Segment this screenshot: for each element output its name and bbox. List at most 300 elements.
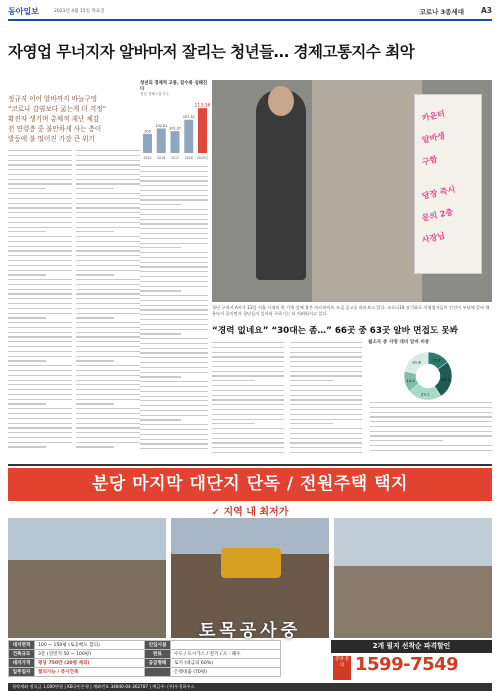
- deck-line: 전 연령층 중 불안하게 사는 층이: [8, 125, 102, 133]
- text-line: [76, 346, 140, 347]
- table-cell: [145, 668, 171, 677]
- text-line: [140, 266, 208, 267]
- bar: [143, 134, 152, 153]
- text-line: [8, 289, 72, 290]
- text-line: [8, 356, 72, 357]
- date-line: 2021년 4월 15일 목요일: [54, 9, 105, 14]
- text-line: [76, 380, 140, 381]
- text-line: [140, 424, 208, 425]
- text-line: [140, 300, 208, 301]
- text-line: [76, 356, 140, 357]
- photo-wall: [312, 80, 422, 302]
- text-line: [140, 372, 208, 373]
- photo-person-head: [268, 86, 294, 116]
- bar-value-label: 100: [144, 129, 151, 134]
- table-cell: 대지면적: [9, 641, 35, 650]
- text-line: [8, 279, 72, 280]
- text-line: [140, 238, 208, 239]
- text-line: [140, 439, 208, 440]
- cta-top: 2개 필지 선착순 파격할인: [331, 640, 492, 653]
- sub-body-column-2: [290, 342, 362, 457]
- section-title: 코로나 3종세대: [419, 8, 464, 16]
- text-line: [140, 343, 208, 344]
- text-line: [8, 222, 72, 223]
- text-line: [212, 404, 284, 405]
- text-line: [140, 429, 208, 430]
- text-line: [8, 298, 72, 299]
- text-line: [76, 394, 140, 395]
- category-label: 2017: [170, 156, 180, 160]
- text-line: [76, 231, 114, 232]
- text-line: [76, 403, 114, 404]
- text-line: [8, 399, 72, 400]
- text-line: [212, 347, 284, 348]
- text-line: [212, 447, 284, 448]
- text-line: [140, 381, 208, 382]
- text-line: [212, 423, 255, 424]
- text-line: [76, 198, 140, 199]
- text-line: [290, 342, 362, 343]
- text-line: [76, 432, 140, 433]
- text-line: [8, 322, 72, 323]
- advertisement: [8, 464, 492, 682]
- ad-banner: 분당 마지막 대단지 단독 / 전원주택 택지: [8, 468, 492, 501]
- text-line: [76, 413, 140, 414]
- sign-line: 카운터: [421, 109, 446, 123]
- text-line: [212, 442, 284, 443]
- text-line: [140, 228, 208, 229]
- text-line: [76, 193, 140, 194]
- text-line: [8, 203, 72, 204]
- text-line: [140, 290, 181, 291]
- body-text-column-1a: [8, 150, 72, 451]
- text-line: [140, 415, 208, 416]
- chart-title: 청년의 경제적 고통, 갈수록 심해진다: [140, 81, 208, 92]
- table-cell: 협의가능 / 즉시건축: [35, 668, 145, 677]
- text-line: [290, 409, 362, 410]
- text-line: [8, 270, 72, 271]
- text-line: [76, 399, 140, 400]
- table-cell: 공급형태: [145, 659, 171, 668]
- text-line: [140, 214, 208, 215]
- text-line: [76, 293, 140, 294]
- text-line: [140, 309, 208, 310]
- text-line: [8, 231, 46, 232]
- donut-plot: [398, 348, 458, 404]
- table-cell: 수도 / 도시가스 / 전기 / 오 · 폐수: [171, 650, 281, 659]
- text-line: [76, 284, 140, 285]
- text-line: [290, 428, 362, 429]
- deck-line: 확진자 생기며 총체적 재난 체감: [8, 115, 100, 123]
- text-line: [290, 385, 362, 386]
- text-line: [140, 333, 181, 334]
- text-line: [212, 438, 284, 439]
- text-line: [76, 179, 140, 180]
- text-line: [8, 183, 72, 184]
- text-line: [290, 442, 362, 443]
- bar: [184, 120, 193, 153]
- text-line: [212, 385, 284, 386]
- text-line: [76, 260, 140, 261]
- text-line: [140, 257, 208, 258]
- table-cell: 입주일자: [9, 668, 35, 677]
- text-line: [76, 423, 140, 424]
- text-line: [140, 281, 208, 282]
- bar-value-label: 107.32: [182, 115, 195, 120]
- text-line: [140, 199, 208, 200]
- text-line: [76, 160, 140, 161]
- text-line: [76, 222, 140, 223]
- text-line: [8, 313, 72, 314]
- text-line: [212, 375, 284, 376]
- ad-overlay-text: 토목공사중: [198, 621, 302, 641]
- text-line: [140, 180, 208, 181]
- sign-line: 당장 즉시: [421, 184, 457, 201]
- sign-line: 알바생: [421, 131, 446, 145]
- donut-chart: [368, 340, 492, 450]
- text-line: [8, 380, 72, 381]
- text-line: [140, 276, 208, 277]
- table-cell: 토지 (대금의 60%): [171, 659, 281, 668]
- text-line: [8, 317, 46, 318]
- text-line: [8, 293, 72, 294]
- text-line: [8, 394, 72, 395]
- text-line: [76, 327, 140, 328]
- text-line: [76, 360, 114, 361]
- text-line: [76, 174, 140, 175]
- deck-line: “코로나 감염보다 굶는게 더 걱정”: [8, 105, 107, 113]
- deck-line: 발등에 불 떨어진 가장 큰 위기: [8, 135, 95, 143]
- masthead: [8, 6, 492, 18]
- text-line: [140, 405, 208, 406]
- text-line: [8, 174, 72, 175]
- text-line: [140, 286, 208, 287]
- page-headline: 자영업 무너지자 알바마저 잘리는 청년들… 경제고통지수 최악: [8, 43, 415, 61]
- text-line: [290, 447, 362, 448]
- text-line: [140, 314, 208, 315]
- text-line: [8, 193, 72, 194]
- table-cell: 대지가격: [9, 659, 35, 668]
- text-line: [76, 150, 140, 151]
- text-line: [290, 399, 362, 400]
- text-line: [140, 233, 208, 234]
- text-line: [76, 212, 140, 213]
- text-line: [8, 365, 72, 366]
- text-line: [290, 380, 333, 381]
- text-line: [212, 414, 284, 415]
- text-line: [212, 356, 284, 357]
- text-line: [140, 171, 208, 172]
- text-line: [140, 357, 208, 358]
- text-line: [8, 198, 72, 199]
- sign-line: 문의 2층: [421, 207, 454, 223]
- text-line: [212, 433, 284, 434]
- chart-subtitle: 청년 경제고통지수: [140, 92, 169, 96]
- text-line: [8, 265, 72, 266]
- paper-logo: 동아일보: [8, 7, 39, 16]
- ad-cta: [331, 640, 492, 684]
- bar: [171, 131, 180, 153]
- text-line: [76, 365, 140, 366]
- text-line: [140, 271, 208, 272]
- text-line: [8, 179, 72, 180]
- text-line: [290, 438, 362, 439]
- text-line: [140, 391, 208, 392]
- text-line: [212, 390, 284, 391]
- text-line: [8, 260, 72, 261]
- body-text-column-2: [140, 166, 208, 453]
- text-line: [76, 341, 140, 342]
- text-line: [8, 408, 72, 409]
- text-line: [290, 404, 362, 405]
- text-line: [76, 375, 140, 376]
- text-line: [140, 252, 208, 253]
- text-line: [140, 219, 208, 220]
- text-line: [8, 389, 72, 390]
- text-line: [140, 376, 181, 377]
- donut-slice-label: 14.2: [406, 377, 415, 383]
- text-line: [8, 212, 72, 213]
- sign-line: 구함: [421, 154, 439, 167]
- text-line: [8, 227, 72, 228]
- text-line: [212, 399, 284, 400]
- text-line: [140, 396, 208, 397]
- text-line: [290, 423, 333, 424]
- text-line: [8, 284, 72, 285]
- text-line: [140, 262, 208, 263]
- text-line: [8, 442, 72, 443]
- text-line: [8, 437, 72, 438]
- text-line: [8, 217, 72, 218]
- text-line: [140, 185, 208, 186]
- chart-plot: [140, 97, 210, 163]
- table-cell: 평당 750만 (20평 제외): [35, 659, 145, 668]
- table-cell: 건축규모: [9, 650, 35, 659]
- text-line: [8, 207, 72, 208]
- text-line: [290, 419, 362, 420]
- donut-slice-label: 21.8: [412, 359, 421, 365]
- text-line: [76, 183, 140, 184]
- text-line: [290, 375, 362, 376]
- text-line: [76, 317, 114, 318]
- deck-line: 정규직 이어 알바까지 바늘구멍: [8, 95, 98, 103]
- category-label: 2015: [143, 156, 152, 160]
- text-line: [76, 351, 140, 352]
- text-line: [76, 217, 140, 218]
- text-line: [8, 360, 46, 361]
- text-line: [212, 352, 284, 353]
- text-line: [140, 324, 208, 325]
- text-line: [76, 289, 140, 290]
- bar: [157, 128, 166, 153]
- text-line: [76, 332, 140, 333]
- text-line: [76, 313, 140, 314]
- text-line: [290, 390, 362, 391]
- text-line: [140, 247, 181, 248]
- text-line: [76, 418, 140, 419]
- text-line: [140, 348, 208, 349]
- text-line: [290, 452, 362, 453]
- table-cell: [171, 641, 281, 650]
- bar-value-label: 101.37: [169, 126, 181, 131]
- text-line: [290, 433, 362, 434]
- text-line: [76, 437, 140, 438]
- table-cell: 100 ~ 150평 (토공배포 합의): [35, 641, 145, 650]
- text-line: [290, 347, 362, 348]
- text-line: [76, 442, 140, 443]
- text-line: [76, 298, 140, 299]
- bar-chart: [140, 80, 210, 162]
- text-line: [212, 419, 284, 420]
- text-line: [140, 190, 208, 191]
- text-line: [8, 327, 72, 328]
- text-line: [8, 274, 46, 275]
- text-line: [140, 338, 208, 339]
- text-line: [76, 270, 140, 271]
- bar: [198, 108, 207, 153]
- text-line: [8, 303, 72, 304]
- article-deck: [8, 94, 138, 144]
- text-line: [8, 332, 72, 333]
- sub-headline: “경력 없네요” “30대는 좀…” 66곳 중 63곳 알바 면접도 못봐: [212, 326, 459, 336]
- text-line: [212, 395, 284, 396]
- text-line: [76, 203, 140, 204]
- text-line: [290, 395, 362, 396]
- text-line: [8, 346, 72, 347]
- table-cell: 3층 (연면적 50 ~ 100평): [35, 650, 145, 659]
- text-line: [290, 352, 362, 353]
- cta-label: 분양 문의: [333, 656, 351, 680]
- ad-subtitle: ✓ 지역 내 최저가: [211, 507, 289, 518]
- text-line: [140, 367, 208, 368]
- text-line: [8, 418, 72, 419]
- donut-slice-label: 23.1: [421, 391, 430, 397]
- text-line: [8, 423, 72, 424]
- text-line: [8, 160, 72, 161]
- text-line: [8, 155, 72, 156]
- body-text-column-1b: [76, 150, 140, 451]
- text-line: [76, 207, 140, 208]
- table-cell: 은행대출 (70평): [171, 668, 281, 677]
- text-line: [76, 303, 140, 304]
- table-cell: 인입시설: [145, 641, 171, 650]
- text-line: [290, 361, 362, 362]
- text-line: [76, 188, 114, 189]
- text-line: [140, 434, 208, 435]
- text-line: [8, 375, 72, 376]
- text-line: [212, 380, 255, 381]
- donut-title: 월소득 중 자영 대비 알바 비중: [368, 340, 430, 345]
- text-line: [140, 243, 208, 244]
- text-line: [8, 250, 72, 251]
- page-number: A3: [480, 6, 492, 15]
- text-line: [76, 274, 114, 275]
- table-cell: 완료: [145, 650, 171, 659]
- text-line: [212, 409, 284, 410]
- text-line: [8, 188, 46, 189]
- text-line: [8, 432, 72, 433]
- text-line: [140, 223, 208, 224]
- text-line: [290, 356, 362, 357]
- text-line: [212, 361, 284, 362]
- text-line: [140, 176, 208, 177]
- text-line: [8, 308, 72, 309]
- category-label: 2016: [157, 156, 166, 160]
- text-line: [140, 195, 208, 196]
- article-photo: [212, 80, 492, 302]
- phone-number: 1599-7549: [355, 654, 459, 675]
- text-line: [212, 371, 284, 372]
- text-line: [140, 448, 208, 449]
- text-line: [8, 164, 72, 165]
- text-line: [76, 241, 140, 242]
- text-line: [8, 246, 72, 247]
- text-line: [140, 204, 181, 205]
- text-line: [76, 427, 140, 428]
- top-rule: [8, 19, 492, 21]
- text-line: [76, 336, 140, 337]
- text-line: [212, 428, 284, 429]
- text-line: [76, 169, 140, 170]
- text-line: [8, 370, 72, 371]
- text-line: [140, 443, 208, 444]
- donut-slice-label: 25.7: [441, 376, 450, 382]
- text-line: [76, 446, 114, 447]
- text-line: [140, 329, 208, 330]
- text-line: [8, 169, 72, 170]
- bar-value-label: 102.81: [155, 123, 168, 128]
- text-line: [8, 336, 72, 337]
- text-line: [76, 322, 140, 323]
- text-line: [140, 209, 208, 210]
- text-line: [212, 366, 284, 367]
- text-line: [140, 410, 208, 411]
- ad-footer: 청약계좌 정식금 1,000만원 | KB국민은행 | 계좌번호 34840-04-362787 | 예금주: (주)우경하우스: [8, 683, 492, 691]
- text-line: [290, 366, 362, 367]
- category-label: 2018: [184, 156, 193, 160]
- text-line: [76, 255, 140, 256]
- text-line: [76, 370, 140, 371]
- text-line: [290, 414, 362, 415]
- text-line: [8, 446, 46, 447]
- text-line: [140, 362, 208, 363]
- text-line: [140, 400, 208, 401]
- job-sign: [414, 94, 482, 274]
- text-line: [8, 403, 46, 404]
- text-line: [8, 241, 72, 242]
- ad-info-table: [8, 640, 281, 677]
- text-line: [76, 246, 140, 247]
- sub-body-column-1: [212, 342, 284, 457]
- photo-person: [256, 90, 306, 280]
- text-line: [8, 351, 72, 352]
- text-line: [76, 384, 140, 385]
- donut-slice-label: 15.2: [432, 357, 441, 363]
- text-line: [76, 279, 140, 280]
- text-line: [76, 155, 140, 156]
- text-line: [8, 236, 72, 237]
- text-line: [140, 386, 208, 387]
- text-line: [290, 371, 362, 372]
- text-line: [8, 413, 72, 414]
- sign-line: 사장님: [421, 231, 446, 245]
- photo-caption: 청년 구직자 A씨가 13일 서울 시내의 한 가게 앞에 붙은 아르바이트 모집 공고를 바라보고 있다. 코로나19 장기화로 자영업자들이 인건비 부담에 알바 채용마저 줄이면서 청년들의 일자리 구하기는 더 어려워지고 있다.: [212, 305, 490, 316]
- text-line: [140, 295, 208, 296]
- text-line: [8, 150, 72, 151]
- text-line: [140, 319, 208, 320]
- category-label: 2020년: [196, 156, 209, 160]
- text-line: [76, 308, 140, 309]
